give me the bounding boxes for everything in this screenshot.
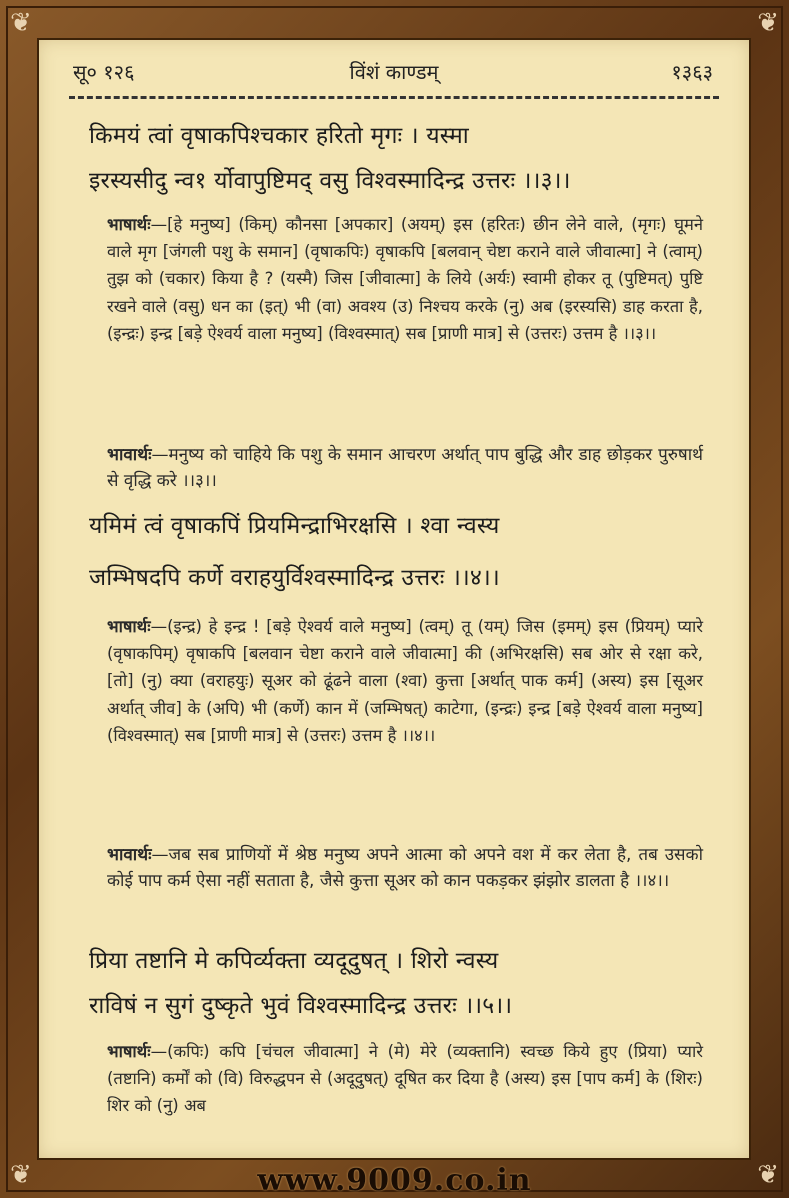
verse-line: प्रिया तष्टानि मे कपिर्व्यक्ता व्यदूदुषत् । शिरो न्वस्य: [89, 948, 499, 974]
verse-line: जम्भिषदपि कर्णे वराहयुर्विश्वस्मादिन्द्र उत्तरः ।।४।।: [89, 565, 500, 591]
corner-ornament-icon: ❦: [757, 1160, 779, 1190]
verse-line: किमयं त्वां वृषाकपिश्चकार हरितो मृगः । यस्मा: [89, 123, 469, 149]
book-page: [37, 38, 751, 1160]
meaning-paragraph: [107, 442, 703, 494]
paragraph-label: भाषार्थः: [107, 617, 151, 636]
translation-paragraph: [107, 1038, 703, 1120]
paragraph-text: —(कपिः) कपि [चंचल जीवात्मा] ने (मे) मेरे (व्यक्तानि) स्वच्छ किये हुए (प्रिया) प्यारे (तष्टानि) कर्मों को (वि) विरुद्धपन से (अदूदुषत्) दूषित कर दिया है (अस्य) इस [पाप कर्म] के (शिरः) शिर को (नु) अब: [107, 1042, 703, 1116]
verse-line: इरस्यसीदु न्व१ र्योवापुष्टिमद् वसु विश्वस्मादिन्द्र उत्तरः ।।३।।: [89, 168, 571, 194]
page-number: १३६३: [671, 60, 713, 84]
page-header: [37, 52, 751, 92]
meaning-paragraph: [107, 842, 703, 894]
corner-ornament-icon: ❦: [10, 8, 32, 38]
site-watermark: www.9009.co.in: [257, 1163, 532, 1198]
paragraph-label: भावार्थः: [107, 445, 152, 465]
paragraph-label: भावार्थः: [107, 845, 152, 865]
translation-paragraph: [107, 211, 703, 347]
verse-line: यमिमं त्वं वृषाकपिं प्रियमिन्द्राभिरक्षसि । श्वा न्वस्य: [89, 513, 500, 539]
verse-line: राविषं न सुगं दुष्कृते भुवं विश्वस्मादिन्द्र उत्तरः ।।५।।: [89, 993, 513, 1019]
paragraph-text: —जब सब प्राणियों में श्रेष्ठ मनुष्य अपने आत्मा को अपने वश में कर लेता है, तब उसको कोई पाप कर्म ऐसा नहीं सताता है, जैसे कुत्ता सूअर को कान पकड़कर झंझोर डालता है ।।४।।: [107, 845, 703, 891]
translation-paragraph: [107, 613, 703, 749]
paragraph-label: भाषार्थः: [107, 215, 151, 234]
corner-ornament-icon: ❦: [757, 8, 779, 38]
paragraph-text: —मनुष्य को चाहिये कि पशु के समान आचरण अर्थात् पाप बुद्धि और डाह छोड़कर पुरुषार्थ से वृद्धि करे ।।३।।: [107, 445, 703, 491]
header-divider: [69, 96, 719, 99]
paragraph-text: —(इन्द्र) हे इन्द्र ! [बड़े ऐश्वर्य वाले मनुष्य] (त्वम्) तू (यम्) जिस (इमम्) इस (प्रियम्) प्यारे (वृषाकपिम्) वृषाकपि [बलवान चेष्टा कराने वाले जीवात्मा] की (अभिरक्षसि) सब ओर से रक्षा करे, [तो] (नु) क्या (वराहयुः) सूअर को ढूंढने वाला (श्वा) कुत्ता [अर्थात् पाक कर्म] (अस्य) इस [सूअर अर्थात् जीव] के (अपि) भी (कर्णे) कान में (जम्भिषत्) काटेगा, (इन्द्रः) इन्द्र [बड़े ऐश्वर्य वाला मनुष्य] (विश्वस्मात्) सब [प्राणी मात्र] से (उत्तरः) उत्तम है ।।४।।: [107, 617, 703, 745]
corner-ornament-icon: ❦: [10, 1160, 32, 1190]
paragraph-text: —[हे मनुष्य] (किम्) कौनसा [अपकार] (अयम्) इस (हरितः) छीन लेने वाले, (मृगः) घूमने वाले मृग [जंगली पशु के समान] (वृषाकपिः) वृषाकपि [बलवान् चेष्टा कराने वाले जीवात्मा] ने (त्वाम्) तुझ को (चकार) किया है ? (यस्मै) जिस [जीवात्मा] के लिये (अर्यः) स्वामी होकर तू (पुष्टिमत्) पुष्टि रखने वाले (वसु) धन का (इत्) भी (वा) अवश्य (उ) निश्चय करके (नु) अब (इरस्यसि) डाह करता है, (इन्द्रः) इन्द्र [बड़े ऐश्वर्य वाला मनुष्य] (विश्वस्मात्) सब [प्राणी मात्र] से (उत्तरः) उत्तम है ।।३।।: [107, 215, 703, 343]
kanda-title: विंशं काण्डम्: [349, 60, 439, 84]
sukta-number: सू० १२६: [73, 60, 135, 84]
paragraph-label: भाषार्थः: [107, 1042, 151, 1061]
